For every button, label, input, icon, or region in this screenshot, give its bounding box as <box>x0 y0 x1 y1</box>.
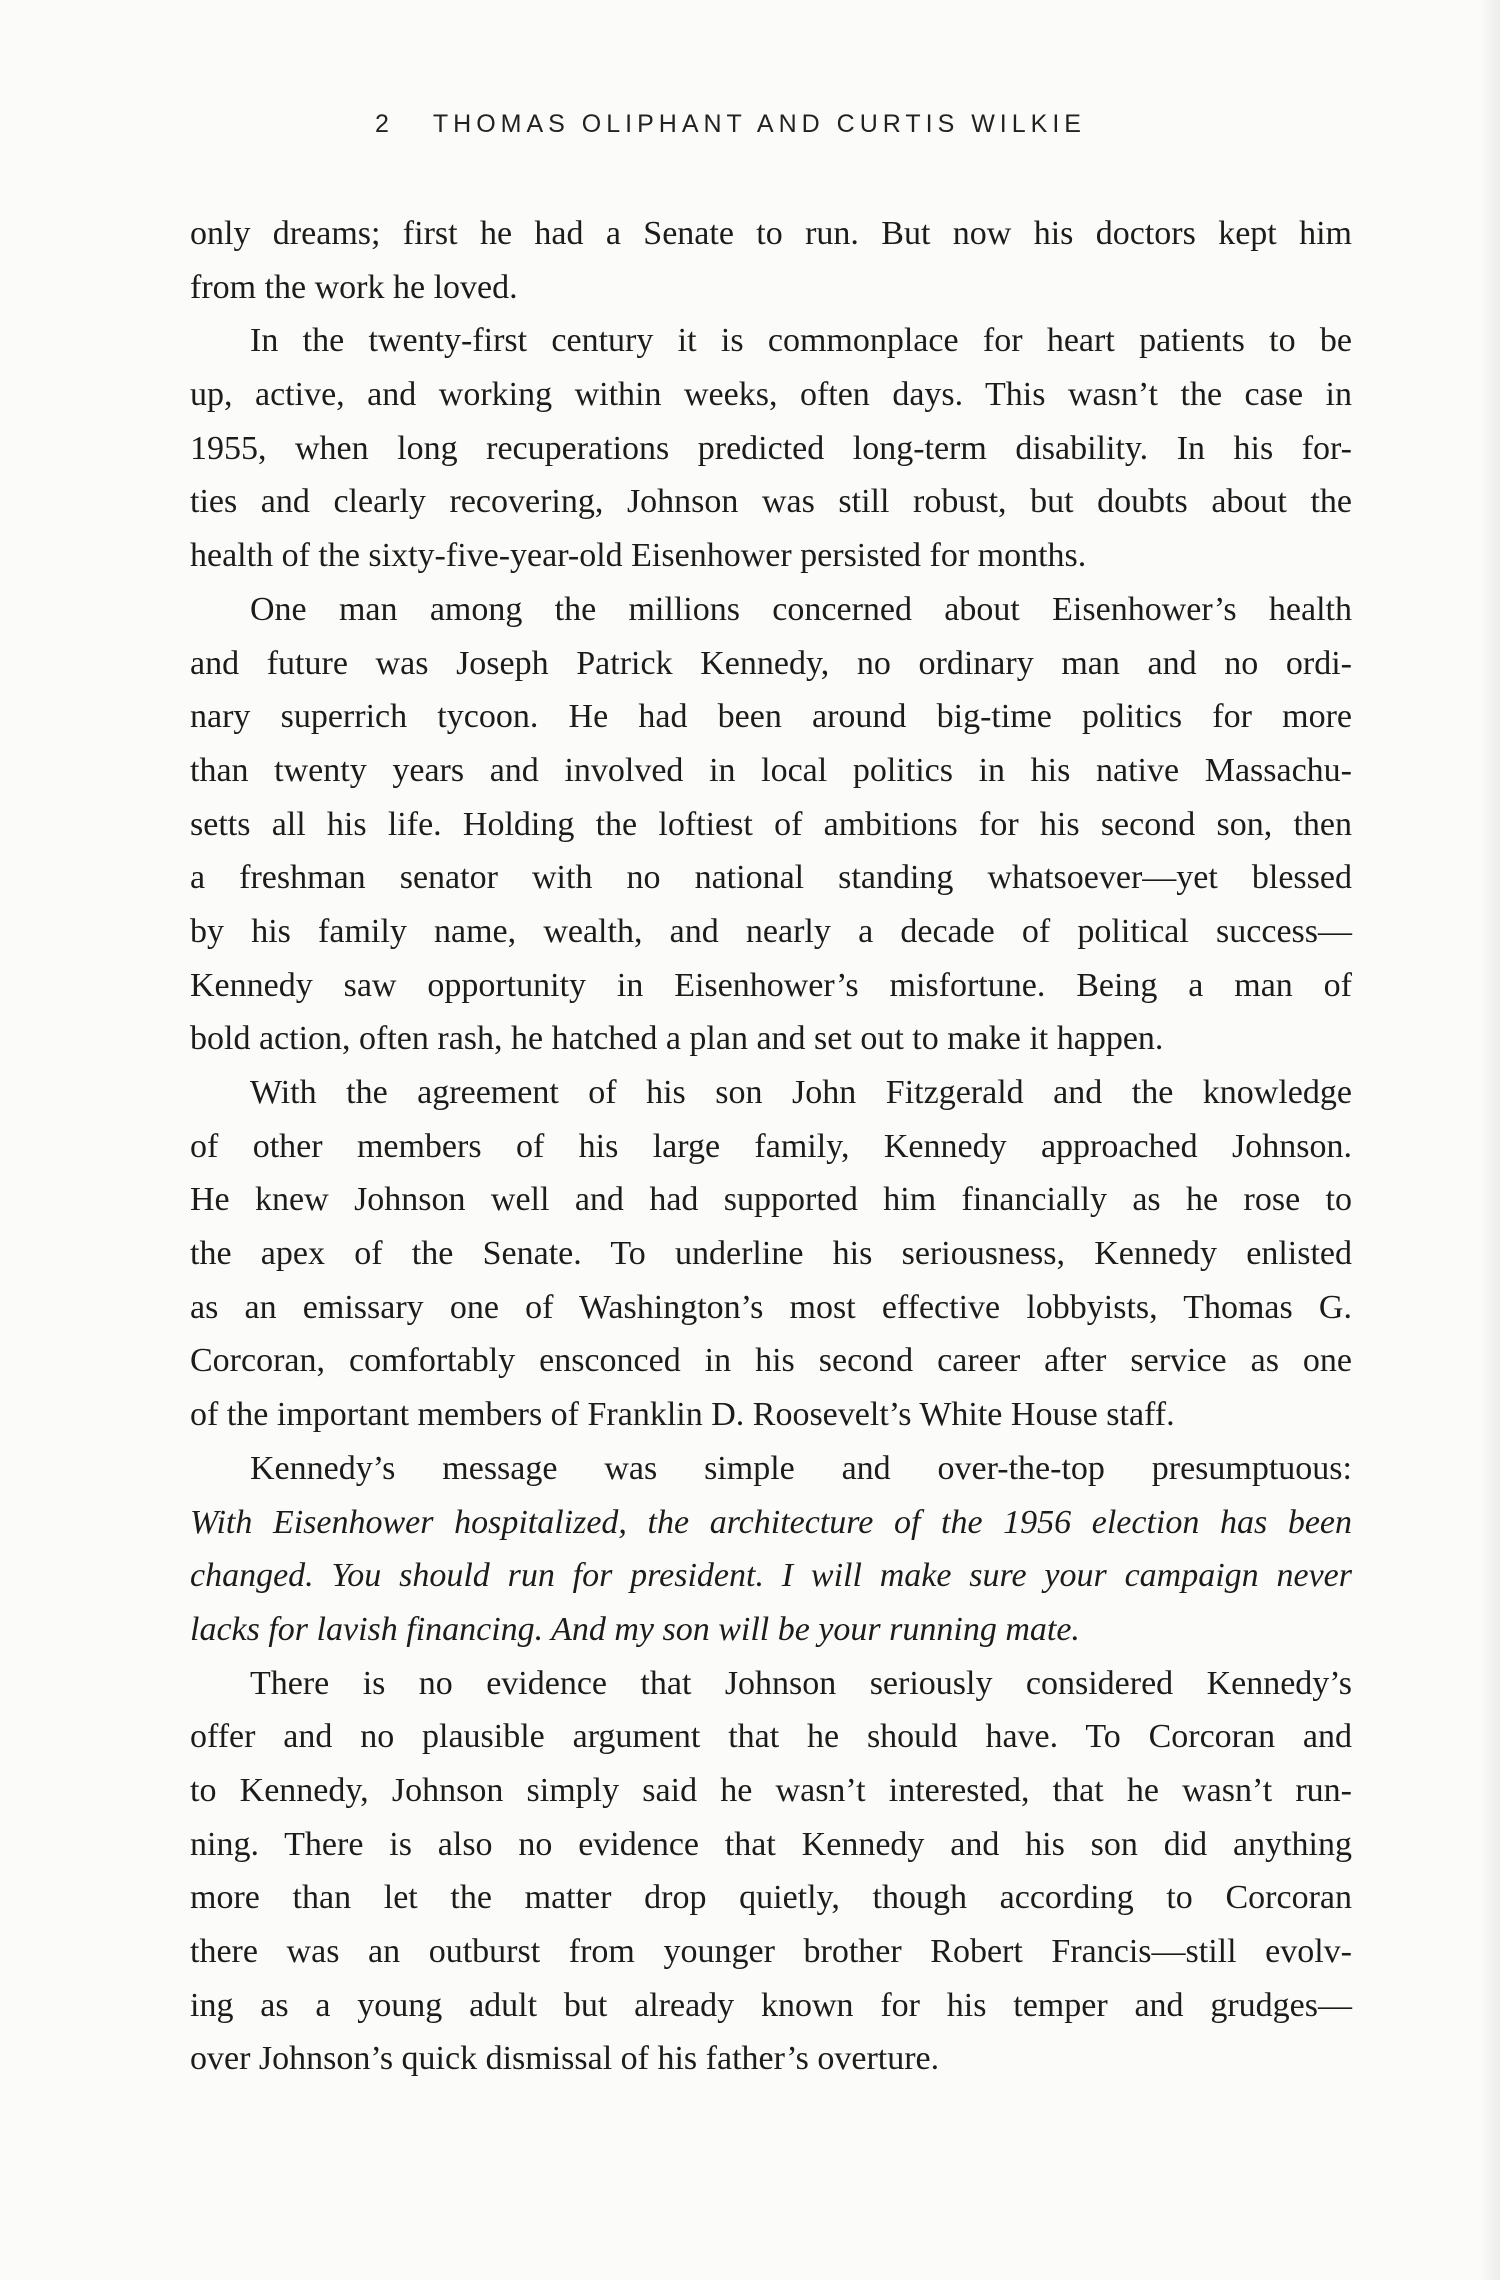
text-line: health of the sixty-five-year-old Eisenhower persisted for months. <box>190 537 1087 575</box>
text-line: the apex of the Senate. To underline his seriousness, Kennedy enlisted <box>190 1235 1352 1273</box>
text-line: He knew Johnson well and had supported him financially as he rose to <box>190 1181 1352 1219</box>
paragraph-start-line: Kennedy’s message was simple and over-the-top presumptuous: <box>250 1449 1352 1487</box>
text-line: ing as a young adult but already known for his temper and grudges— <box>190 1986 1352 2024</box>
running-title: THOMAS OLIPHANT AND CURTIS WILKIE <box>432 110 1086 138</box>
italic-text-line: lacks for lavish financing. And my son will be your running mate. <box>190 1610 1080 1648</box>
text-line: 1955, when long recuperations predicted long-term disability. In his for- <box>190 429 1352 467</box>
text-line: to Kennedy, Johnson simply said he wasn’t interested, that he wasn’t run- <box>190 1771 1352 1809</box>
text-line: over Johnson’s quick dismissal of his father’s overture. <box>190 2040 940 2078</box>
text-line: nary superrich tycoon. He had been around big-time politics for more <box>190 698 1352 736</box>
text-line: offer and no plausible argument that he should have. To Corcoran and <box>190 1718 1352 1756</box>
text-line: from the work he loved. <box>190 268 518 306</box>
text-line: and future was Joseph Patrick Kennedy, no ordinary man and no ordi- <box>190 644 1352 682</box>
text-line: of the important members of Franklin D. Roosevelt’s White House staff. <box>190 1396 1175 1434</box>
text-line: a freshman senator with no national standing whatsoever—yet blessed <box>190 859 1352 897</box>
text-line: setts all his life. Holding the loftiest of ambitions for his second son, then <box>190 805 1352 843</box>
text-line: of other members of his large family, Kennedy approached Johnson. <box>190 1127 1352 1165</box>
text-line: as an emissary one of Washington’s most effective lobbyists, Thomas G. <box>190 1288 1352 1326</box>
text-line: bold action, often rash, he hatched a plan and set out to make it happen. <box>190 1020 1164 1058</box>
page-number: 2 <box>375 110 389 138</box>
paragraph-start-line: With the agreement of his son John Fitzgerald and the knowledge <box>250 1074 1352 1111</box>
running-head <box>375 110 1086 139</box>
text-line: Corcoran, comfortably ensconced in his second career after service as one <box>190 1342 1352 1380</box>
paragraph-start-line: There is no evidence that Johnson seriously considered Kennedy’s <box>250 1664 1352 1702</box>
body-text <box>190 207 1352 2086</box>
text-line: there was an outburst from younger brother Robert Francis—still evolv- <box>190 1933 1352 1970</box>
text-line: only dreams; first he had a Senate to run. But now his doctors kept him <box>190 215 1352 252</box>
text-line: up, active, and working within weeks, often days. This wasn’t the case in <box>190 376 1352 414</box>
italic-text-line: With Eisenhower hospitalized, the architecture of the 1956 election has been <box>190 1503 1352 1541</box>
italic-text-line: changed. You should run for president. I will make sure your campaign never <box>190 1557 1352 1595</box>
paragraph-start-line: One man among the millions concerned about Eisenhower’s health <box>250 590 1352 628</box>
text-line: ties and clearly recovering, Johnson was still robust, but doubts about the <box>190 483 1352 521</box>
text-line: than twenty years and involved in local politics in his native Massachu- <box>190 751 1352 789</box>
text-line: more than let the matter drop quietly, though according to Corcoran <box>190 1879 1352 1917</box>
page-edge-shadow <box>1480 0 1500 2280</box>
paragraph-start-line: In the twenty-first century it is commonplace for heart patients to be <box>250 322 1352 360</box>
text-line: Kennedy saw opportunity in Eisenhower’s misfortune. Being a man of <box>190 966 1352 1004</box>
text-line: by his family name, wealth, and nearly a decade of political success— <box>190 912 1352 950</box>
text-line: ning. There is also no evidence that Kennedy and his son did anything <box>190 1825 1352 1863</box>
